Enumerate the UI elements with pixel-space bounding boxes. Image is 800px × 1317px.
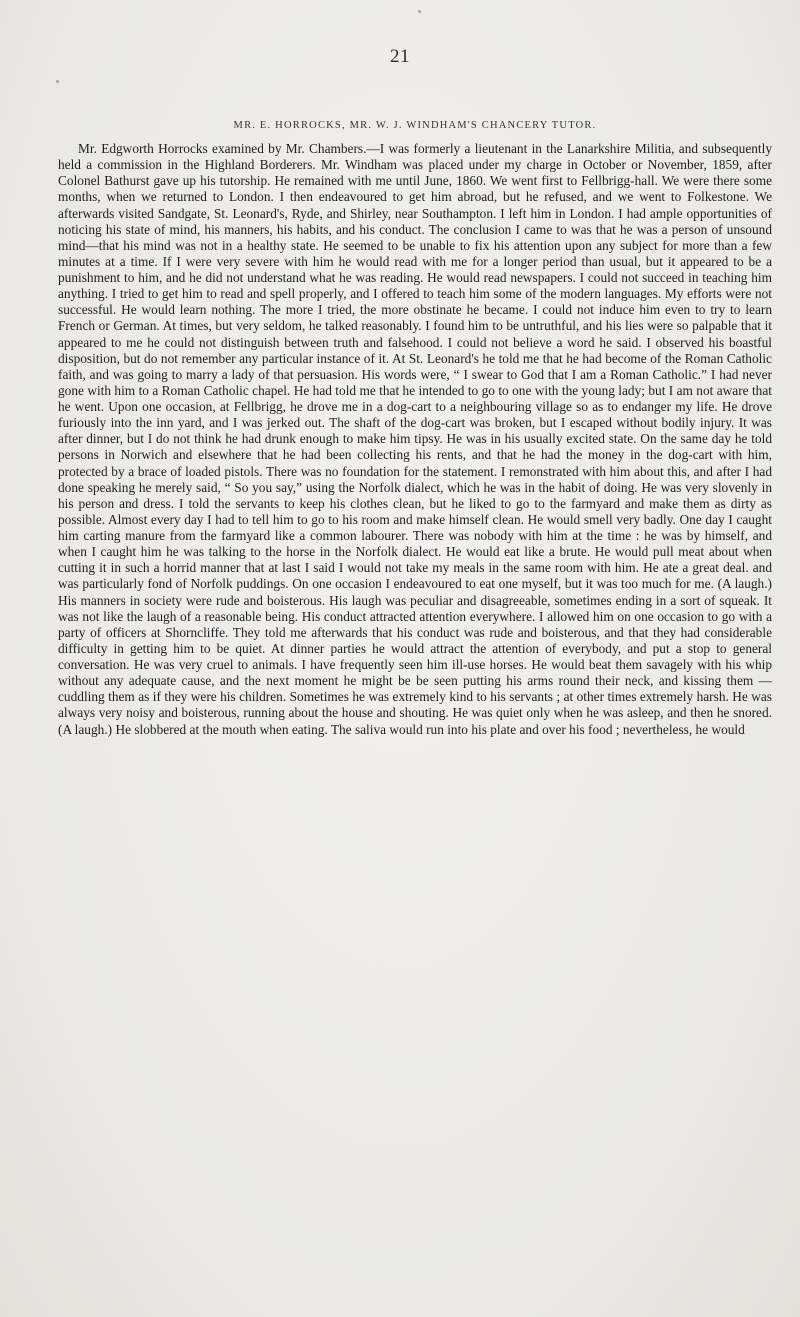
running-head: MR. E. HORROCKS, MR. W. J. WINDHAM'S CHANCERY TUTOR. [233,120,597,131]
scan-speck [418,10,421,13]
page-number: 21 [390,46,410,67]
scan-speck [56,80,59,83]
body-paragraph: Mr. Edgworth Horrocks examined by Mr. Chambers.—I was formerly a lieutenant in the Lanarkshire Militia, and subsequently held a commission in the Highland Borderers. Mr. Windham was placed under my charge in October or November, 1859, after Colonel Bathurst gave up his tutorship. He remained with me until June, 1860. We went first to Fellbrigg-hall. We were there some months, when we returned to London. I then endeavoured to get him abroad, but he refused, and we went to Folkestone. We afterwards visited Sandgate, St. Leonard's, Ryde, and Shirley, near Southampton. I left him in London. I had ample opportunities of noticing his state of mind, his manners, his habits, and his conduct. The conclusion I came to was that he was a person of unsound mind—that his mind was not in a healthy state. He seemed to be unable to fix his attention upon any subject for more than a few minutes at a time. If I were very severe with him he would read with me for a longer period than usual, but it appeared to be a punishment to him, and he did not understand what he was reading. He would read newspapers. I could not succeed in teaching him anything. I tried to get him to read and spell properly, and I offered to teach him some of the modern languages. My efforts were not successful. He would learn nothing. The more I tried, the more obstinate he became. I could not induce him even to try to learn French or German. At times, but very seldom, he talked reasonably. I found him to be untruthful, and his lies were so palpable that it appeared to me he could not distinguish between truth and falsehood. I could not believe a word he said. I observed his boastful disposition, but do not remember any particular instance of it. At St. Leonard's he told me that he had become of the Roman Catholic faith, and was going to marry a lady of that persuasion. His words were, “ I swear to God that I am a Roman Catholic.” I had never gone with him to a Roman Catholic chapel. He had told me that he intended to go to one with the young lady; but I am not aware that he went. Upon one occasion, at Fellbrigg, he drove me in a dog-cart to a neighbouring village so as to endanger my life. He drove furiously into the inn yard, and I was jerked out. The shaft of the dog-cart was broken, but I escaped without bodily injury. It was after dinner, but I do not think he had drunk enough to make him tipsy. He was in his usually excited state. On the same day he told persons in Norwich and elsewhere that he had been collecting his rents, and that he had the money in the dog-cart with him, protected by a brace of loaded pistols. There was no foundation for the statement. I remonstrated with him about this, and after I had done speaking he merely said, “ So you say,” using the Norfolk dialect, which he was in the habit of doing. He was very slovenly in his person and dress. I told the servants to keep his clothes clean, but he liked to go to the farmyard and make them as dirty as possible. Almost every day I had to tell him to go to his room and make himself clean. He would smell very badly. One day I caught him carting manure from the farmyard like a common labourer. There was nobody with him at the time : he was by himself, and when I caught him he was talking to the horse in the Norfolk dialect. He would eat like a brute. He would pull meat about when cutting it in such a horrid manner that at last I said I would not take my meals in the same room with him. He ate a great deal. and was particularly fond of Norfolk puddings. On one occasion I endeavoured to eat one myself, but it was too much for me. (A laugh.) His manners in society were rude and boisterous. His laugh was peculiar and disagreeable, sometimes ending in a sort of squeak. It was not like the laugh of a reasonable being. His conduct attracted attention everywhere. I allowed him on one occasion to go with a party of officers at Shorncliffe. They told me afterwards that his conduct was rude and boisterous, and that they had considerable difficulty in getting him to be quiet. At dinner parties he would attract the attention of everybody, and put a stop to general conversation. He was very cruel to animals. I have frequently seen him ill-use horses. He would beat them savagely with his whip without any adequate cause, and the next moment he might be be seen putting his arms round their neck, and kissing them —cuddling them as if they were his children. Sometimes he was extremely kind to his servants ; at other times extremely harsh. He was always very noisy and boisterous, running about the house and shouting. He was quiet only when he was asleep, and then he snored. (A laugh.) He slobbered at the mouth when eating. The saliva would run into his plate and over his food ; nevertheless, he would [58,141,772,737]
